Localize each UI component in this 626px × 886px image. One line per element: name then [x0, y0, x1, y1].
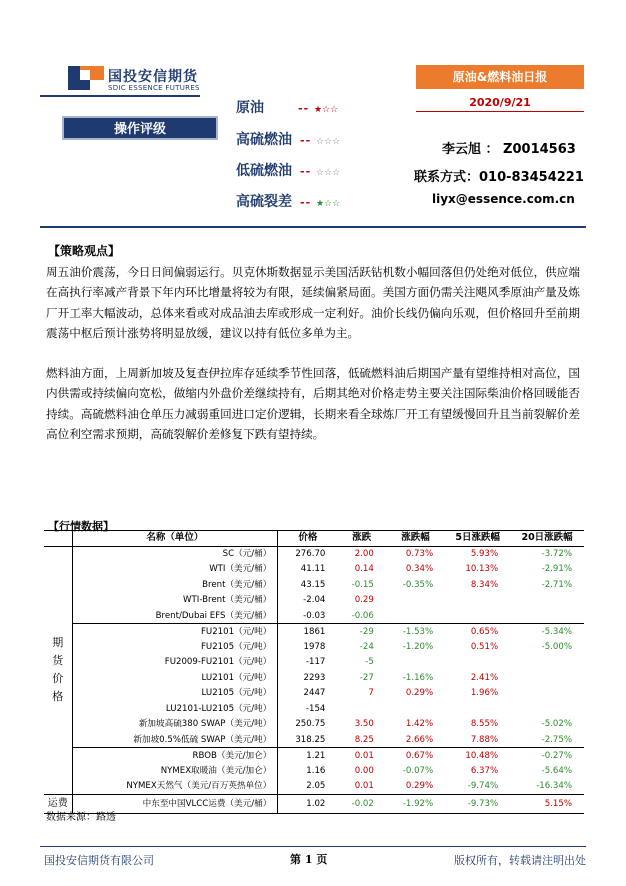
row-name: Brent（美元/桶）	[72, 577, 278, 593]
row-name: WTI（美元/桶）	[72, 562, 278, 578]
row-value: 0.00	[354, 765, 374, 776]
row-price: 1.16	[306, 765, 326, 776]
market-data-title: 【行情数据】	[48, 520, 114, 533]
row-value: 10.48%	[445, 748, 510, 764]
row-value: 0.51%	[470, 641, 499, 652]
row-name: FU2009-FU2101（元/吨）	[72, 655, 278, 671]
row-price: 1.02	[278, 794, 338, 813]
row-name: NYMEX天然气（美元/百万英热单位）	[72, 779, 278, 795]
col-change-pct: 涨跌幅	[386, 531, 445, 547]
col-change: 涨跌	[337, 531, 385, 547]
table-row	[44, 763, 584, 779]
row-value: 10.13%	[465, 564, 499, 575]
row-name: LU2105（元/吨）	[72, 686, 278, 702]
footer-divider	[40, 846, 586, 847]
row-value	[386, 701, 445, 717]
table-row	[44, 732, 584, 748]
table-row	[44, 686, 584, 702]
row-value	[510, 593, 584, 609]
row-name: 新加坡高硫380 SWAP（美元/吨）	[72, 717, 278, 733]
rating-dash: --	[300, 165, 312, 178]
row-price: -2.04	[303, 595, 326, 606]
strategy-title: 【策略观点】	[48, 244, 121, 258]
row-price: 43.15	[300, 579, 326, 590]
rating-name: 低硫燃油	[236, 163, 292, 179]
row-value: -2.75%	[541, 734, 572, 745]
col-20d-pct: 20日涨跌幅	[510, 531, 584, 547]
row-value: 0.01	[354, 781, 374, 791]
row-name: WTI-Brent（美元/桶）	[72, 593, 278, 609]
logo-cn-text: 国投安信期货	[108, 69, 198, 85]
row-value: -16.34%	[536, 781, 572, 791]
row-price: 1978	[303, 641, 326, 652]
row-value: -5	[365, 657, 374, 668]
table-row	[44, 655, 584, 671]
rating-stars: ☆☆☆	[316, 168, 341, 178]
row-price: 276.70	[295, 549, 326, 559]
row-value: -0.02	[337, 794, 385, 813]
row-value: 0.73%	[405, 549, 434, 559]
row-name: Brent/Dubai EFS（美元/桶）	[72, 608, 278, 624]
row-value: -9.73%	[445, 794, 510, 813]
page-number: 第 1 页	[290, 853, 328, 866]
row-value	[445, 655, 510, 671]
row-value: -1.16%	[402, 672, 434, 683]
rating-dash: --	[300, 196, 312, 209]
row-value: 1.96%	[470, 688, 499, 699]
row-value	[510, 670, 584, 686]
row-price: -154	[305, 703, 326, 714]
row-value: -9.74%	[467, 781, 499, 791]
row-value: 6.37%	[470, 765, 499, 776]
logo-en-text: SDIC ESSENCE FUTURES	[108, 84, 200, 92]
col-5d-pct: 5日涨跌幅	[445, 531, 510, 547]
row-value: 7	[368, 688, 374, 699]
col-name: 名称（单位）	[72, 531, 278, 547]
market-data-table	[44, 530, 584, 814]
row-value: 2.00	[354, 549, 374, 559]
table-row	[44, 717, 584, 733]
row-price: 2447	[303, 688, 326, 699]
row-value: -1.20%	[402, 641, 434, 652]
contact-line: 联系方式：010-83454221	[414, 170, 584, 185]
rating-name: 高硫裂差	[236, 194, 292, 210]
row-name: FU2105（元/吨）	[72, 639, 278, 655]
table-row	[44, 639, 584, 655]
row-price: 250.75	[295, 719, 326, 730]
row-value: -29	[337, 624, 385, 640]
row-value	[510, 701, 584, 717]
row-price: -0.03	[303, 610, 326, 621]
rating-stars: ★☆☆	[314, 105, 339, 115]
row-value: 0.29	[354, 595, 374, 606]
email-link[interactable]: liyx@essence.com.cn	[432, 192, 575, 206]
row-value: 3.50	[354, 719, 374, 730]
row-value: 7.88%	[470, 734, 499, 745]
row-price: -117	[305, 657, 326, 668]
row-price: 1.21	[278, 748, 338, 764]
row-value: 0.29%	[405, 688, 434, 699]
row-value: -1.92%	[386, 794, 445, 813]
row-value: -0.27%	[510, 748, 584, 764]
table-row	[44, 748, 584, 764]
rating-row-crack	[236, 191, 340, 211]
rating-stars: ★☆☆	[316, 199, 341, 209]
row-value: 2.66%	[405, 734, 434, 745]
rating-dash: --	[300, 134, 312, 147]
row-name: 中东至中国VLCC运费（美元/桶）	[72, 794, 278, 813]
row-value: 0.67%	[386, 748, 445, 764]
table-row	[44, 701, 584, 717]
row-value	[386, 593, 445, 609]
rating-stars: ☆☆☆	[316, 137, 341, 147]
row-value: -2.71%	[541, 579, 572, 590]
row-value	[337, 701, 385, 717]
row-value: 8.55%	[470, 719, 499, 730]
strategy-paragraph-fuel: 燃料油方面，上周新加坡及复查伊拉库存延续季节性回落，低硫燃料油后期国产量有望维持相对高位，国内供需或持续偏向宽松，做缩内外盘价差继续持有，后期其绝对价格走势主要关注国际柴油价格回暖能否持续。高硫燃料油仓单压力减弱重回进口定价逻辑，长期来看全球炼厂开工有望缓慢回升且当前裂解价差高位利空需求预期，高硫裂解价差修复下跌有望持续。	[46, 366, 580, 442]
company-logo-icon	[68, 66, 104, 90]
row-value: 8.25	[354, 734, 374, 745]
row-value: 0.29%	[405, 781, 434, 791]
rating-dash: --	[298, 102, 310, 115]
header-divider	[40, 95, 200, 97]
table-row	[44, 779, 584, 795]
row-value: -5.02%	[541, 719, 572, 730]
row-name: RBOB（美元/加仑）	[72, 748, 278, 764]
row-value	[445, 608, 510, 624]
row-value: -5.34%	[510, 624, 584, 640]
section-divider	[40, 226, 586, 228]
row-value: -0.06	[351, 610, 374, 621]
category-futures: 期 货 价 格	[44, 546, 72, 794]
rating-row-lsfo	[236, 160, 340, 180]
report-name-banner: 原油&燃料油日报	[416, 65, 584, 89]
table-row-freight	[44, 794, 584, 813]
row-value: 0.01	[337, 748, 385, 764]
row-value	[386, 655, 445, 671]
row-value: 1.42%	[405, 719, 434, 730]
author-line: 李云旭 ： Z0014563	[442, 142, 576, 157]
row-value: 5.15%	[510, 794, 584, 813]
col-price: 价格	[278, 531, 338, 547]
row-value	[510, 655, 584, 671]
row-value: -1.53%	[386, 624, 445, 640]
row-name: NYMEX取暖油（美元/加仑）	[72, 763, 278, 779]
row-value	[510, 608, 584, 624]
row-price: 1861	[278, 624, 338, 640]
table-header-row	[44, 531, 584, 547]
row-price: 318.25	[295, 734, 326, 745]
row-value: 0.34%	[405, 564, 434, 575]
row-value: 0.65%	[445, 624, 510, 640]
row-name: 新加坡0.5%低硫 SWAP（美元/吨）	[72, 732, 278, 748]
row-value: 0.14	[354, 564, 374, 575]
row-value: 8.34%	[470, 579, 499, 590]
category-freight: 运费	[44, 794, 72, 813]
row-name: SC（元/桶）	[72, 546, 278, 562]
row-price: 2.05	[306, 781, 326, 791]
rating-name: 原油	[236, 100, 264, 116]
row-value: -0.07%	[402, 765, 434, 776]
table-row	[44, 577, 584, 593]
rating-label: 操作评级	[62, 116, 218, 140]
row-value	[386, 608, 445, 624]
footer-company: 国投安信期货有限公司	[44, 854, 154, 867]
row-value: -3.72%	[541, 549, 572, 559]
row-value	[445, 593, 510, 609]
row-name: LU2101（元/吨）	[72, 670, 278, 686]
row-value: -5.64%	[541, 765, 572, 776]
row-value: -0.15	[351, 579, 374, 590]
table-row	[44, 624, 584, 640]
row-value: 2.41%	[470, 672, 499, 683]
data-source: 数据来源：路透	[46, 812, 116, 823]
report-date: 2020/9/21	[469, 96, 531, 109]
table-row	[44, 608, 584, 624]
row-value: -0.35%	[402, 579, 434, 590]
table-row	[44, 670, 584, 686]
rating-row-hsfo	[236, 129, 340, 149]
row-name: LU2101-LU2105（元/吨）	[72, 701, 278, 717]
row-value	[510, 686, 584, 702]
row-price: 2293	[303, 672, 326, 683]
row-value: -27	[359, 672, 374, 683]
row-value: -24	[359, 641, 374, 652]
row-price: 41.11	[300, 564, 326, 575]
table-row	[44, 562, 584, 578]
table-row	[44, 593, 584, 609]
table-row	[44, 546, 584, 562]
rating-name: 高硫燃油	[236, 132, 292, 148]
date-underline	[416, 111, 584, 112]
footer-copyright: 版权所有，转载请注明出处	[454, 854, 586, 867]
row-value	[445, 701, 510, 717]
row-value: 5.93%	[470, 549, 499, 559]
row-value: -2.91%	[541, 564, 572, 575]
row-value: -5.00%	[541, 641, 572, 652]
rating-row-crude	[236, 97, 338, 117]
strategy-paragraph-crude: 周五油价震荡，今日日间偏弱运行。贝克休斯数据显示美国活跃钻机数小幅回落但仍处绝对低位，供应端在高执行率减产背景下年内环比增量将较为有限，延续偏紧局面。美国方面仍需关注飓风季原油产量及炼厂开工率大幅波动，总体来看或对成品油去库或形成一定利好。油价长线仍偏向乐观，但价格回升至前期震荡中枢后预计涨势将明显放缓，建议以持有低位多单为主。	[46, 265, 580, 341]
row-name: FU2101（元/吨）	[72, 624, 278, 640]
